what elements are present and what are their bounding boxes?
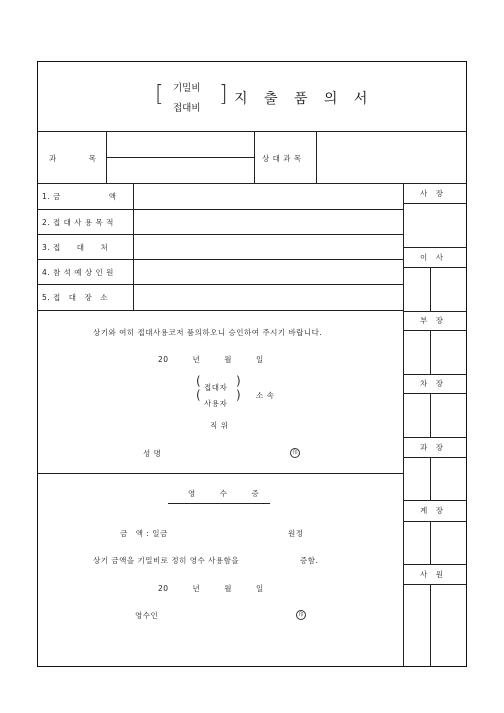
approval-label-section-chief: 과 장 [420,443,444,452]
approval-stamp-divider [430,267,431,311]
receipt-date: 20 년 월 일 [158,584,264,593]
left-bracket: [ [155,82,164,107]
approval-h-6 [403,374,466,375]
request-seal: 印 [290,448,300,458]
request-date: 20 년 월 일 [158,355,264,364]
approval-label-team-leader: 계 장 [420,506,444,515]
receipt-amount-label: 금 액 : 일금 [120,529,168,538]
receipt-heading-underline [168,503,270,504]
request-statement: 상기와 여히 접대사용코저 품의하오니 승인하여 주시기 바랍니다. [93,328,323,337]
approval-stamp-divider [430,457,431,500]
receipt-recipient: 영수인 [135,611,159,620]
approval-h-4 [403,311,466,312]
approval-h-1 [403,203,466,204]
divider-request-end [38,473,403,474]
field-label-attendees: 4. 참 석 예 상 인 원 [42,268,114,277]
divider-subject [38,183,466,184]
request-name: 성 명 [143,449,162,458]
request-host: 접대자 [204,383,228,392]
approval-h-5 [403,330,466,331]
request-position: 직 위 [210,421,229,430]
request-user: 사용자 [204,399,228,408]
title-option-confidential: 기밀비 [173,83,201,94]
approval-stamp-divider [430,584,431,666]
approval-label-director: 이 사 [420,253,444,262]
approval-h-10 [403,500,466,501]
field-label-venue: 3. 접 대 처 [42,243,109,252]
divider-field-3 [38,259,403,260]
approval-stamp-divider [430,521,431,564]
approval-label-president: 사 장 [420,189,444,198]
divider-field-4 [38,284,403,285]
receipt-statement: 상기 금액을 기밀비로 정히 영수 사용함을 [93,556,240,565]
counter-subject-label: 상 대 과 목 [262,154,302,163]
approval-label-deputy-manager: 차 장 [420,379,444,388]
expense-request-form [37,61,467,667]
receipt-seal: 印 [296,610,306,620]
receipt-statement-end: 증함. [300,556,319,565]
approval-label-staff: 사 원 [420,570,444,579]
approval-stamp-divider [430,393,431,437]
request-paren-left: ( ( [196,374,201,402]
approval-stamp-divider [430,330,431,374]
form-title: 지 출 품 의 서 [234,91,374,107]
subject-col-3 [316,131,317,183]
receipt-heading: 영 수 증 [188,489,260,498]
approval-h-13 [403,584,466,585]
subject-col-2 [254,131,255,183]
right-bracket: ] [219,82,228,107]
divider-field-1 [38,209,403,210]
divider-title [38,131,466,132]
title-option-entertainment: 접대비 [173,103,201,114]
approval-h-2 [403,247,466,248]
subject-underline [106,157,254,158]
approval-h-11 [403,521,466,522]
approval-h-8 [403,437,466,438]
request-paren-right: ) ) [236,374,241,402]
approval-label-general-manager: 부 장 [420,316,444,325]
request-affiliation: 소 속 [256,391,275,400]
field-label-location: 5. 접 대 장 소 [42,293,109,302]
receipt-amount-unit: 원정 [288,529,304,538]
approval-h-7 [403,393,466,394]
fields-label-col [133,183,134,310]
subject-label: 과 목 [49,154,97,163]
field-label-purpose: 2. 접 대 사 용 목 적 [42,218,114,227]
divider-field-2 [38,234,403,235]
approval-col-left [403,183,404,666]
approval-h-9 [403,457,466,458]
approval-h-3 [403,267,466,268]
divider-fields-end [38,310,403,311]
field-label-amount: 1. 금 액 [42,192,117,201]
subject-col-1 [106,131,107,183]
approval-h-12 [403,564,466,565]
